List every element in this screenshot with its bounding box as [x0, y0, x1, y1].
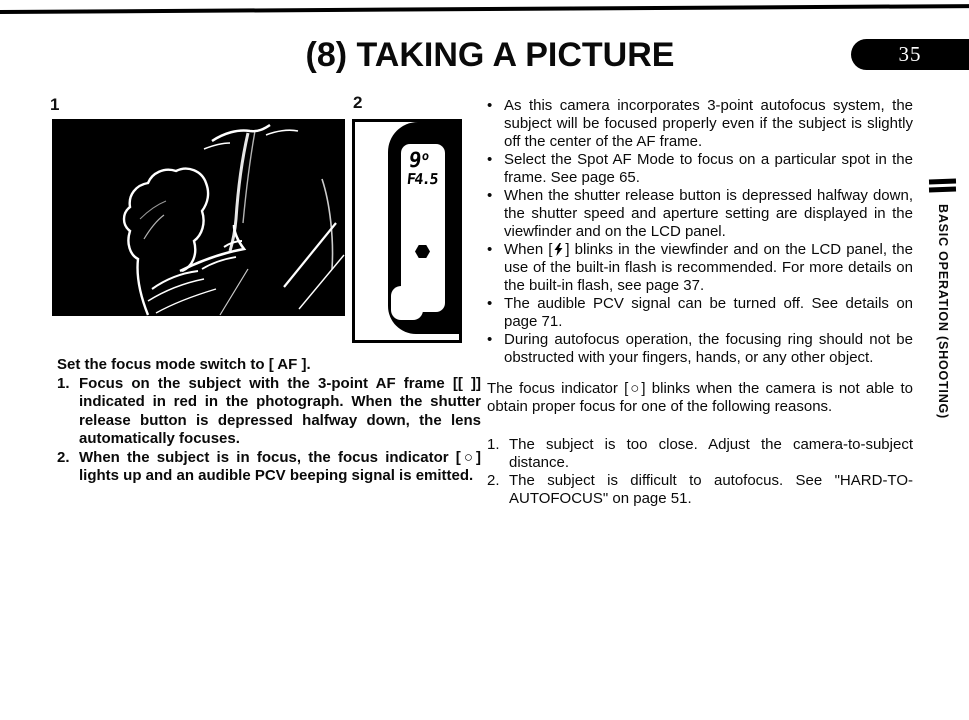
lcd-readout: [406, 149, 440, 188]
top-rule: [0, 4, 969, 14]
bullet-icon: •: [487, 187, 493, 204]
bullet-icon: •: [487, 331, 493, 348]
list-item: [487, 472, 913, 508]
flash-icon: [554, 243, 563, 256]
bullet-icon: •: [487, 97, 493, 114]
step-number: 1.: [57, 374, 70, 392]
bullet-text-pre: When [: [504, 241, 553, 258]
list-item: [487, 97, 913, 151]
bullet-text: As this camera incorporates 3-point autofocus system, the subject will be focused properly even if the subject is slightly off the center of the AF frame.: [504, 97, 913, 150]
section-marker-icon: [929, 179, 956, 195]
bullet-text: When the shutter release button is depressed halfway down, the shutter speed and aperture setting are displayed in the viewfinder and on the LCD panel.: [504, 187, 913, 240]
bullet-icon: •: [487, 241, 493, 258]
list-item: [57, 449, 481, 486]
bullet-icon: •: [487, 295, 493, 312]
lcd-surround: [388, 122, 459, 334]
reason-text: The subject is too close. Adjust the camera-to-subject distance.: [509, 436, 913, 471]
step-number: 2.: [57, 448, 70, 466]
figure-1-label: 1: [50, 95, 60, 114]
shutter-speed-value: 9: [407, 148, 423, 172]
photo-illustration: [52, 119, 345, 316]
aperture-value: F4.5: [405, 170, 438, 189]
focus-mode-intro: Set the focus mode switch to [ AF ].: [57, 356, 311, 373]
reason-number: 1.: [487, 436, 500, 453]
bullet-text: Select the Spot AF Mode to focus on a particular spot in the frame. See page 65.: [504, 151, 913, 186]
page-number-badge: [851, 39, 969, 70]
step-text: When the subject is in focus, the focus indicator [○] lights up and an audible PCV beeping signal is emitted.: [79, 448, 481, 484]
list-item: [487, 331, 913, 367]
page-title: (8) TAKING A PICTURE: [305, 36, 675, 74]
bullet-text: The audible PCV signal can be turned off. See details on page 71.: [504, 295, 913, 330]
section-marker-bar: [929, 179, 956, 185]
reasons-list: [487, 436, 913, 508]
page-number: 35: [898, 42, 922, 66]
left-column: [57, 356, 481, 486]
figure-2-label: 2: [353, 93, 363, 112]
sidebar-section-label: BASIC OPERATION (SHOOTING): [936, 204, 950, 420]
bullet-text: [504, 241, 913, 295]
list-item: [487, 151, 913, 187]
bullet-text-post: ] blinks in the viewfinder and on the LCD panel, the use of the built-in flash is recommended. For more details on the built-in flash, see page 37.: [504, 241, 913, 294]
shutter-speed-small-digit: o: [421, 149, 429, 163]
list-item: [487, 187, 913, 241]
list-item: [487, 295, 913, 331]
focus-indicator-paragraph: The focus indicator [○] blinks when the camera is not able to obtain proper focus for one of the following reasons.: [487, 380, 913, 415]
lcd-display-window: [401, 144, 445, 312]
section-marker-bar: [929, 187, 956, 193]
reason-number: 2.: [487, 472, 500, 489]
focus-indicator-dot-icon: [415, 245, 430, 258]
right-column: [487, 97, 913, 508]
photo-horse-and-person: [52, 119, 345, 316]
list-item: [57, 375, 481, 449]
step-text: Focus on the subject with the 3-point AF frame [[ ]] indicated in red in the photograph. When the shutter release button is depressed halfway down, the lens automatically focuses.: [79, 374, 481, 447]
list-item: [487, 241, 913, 295]
list-item: [487, 436, 913, 472]
bullet-text: During autofocus operation, the focusing ring should not be obstructed with your fingers, hands, or any other object.: [504, 331, 913, 366]
viewfinder-lcd-diagram: [352, 119, 462, 343]
bullet-icon: •: [487, 151, 493, 168]
reason-text: The subject is difficult to autofocus. See "HARD-TO-AUTOFOCUS" on page 51.: [509, 472, 913, 507]
